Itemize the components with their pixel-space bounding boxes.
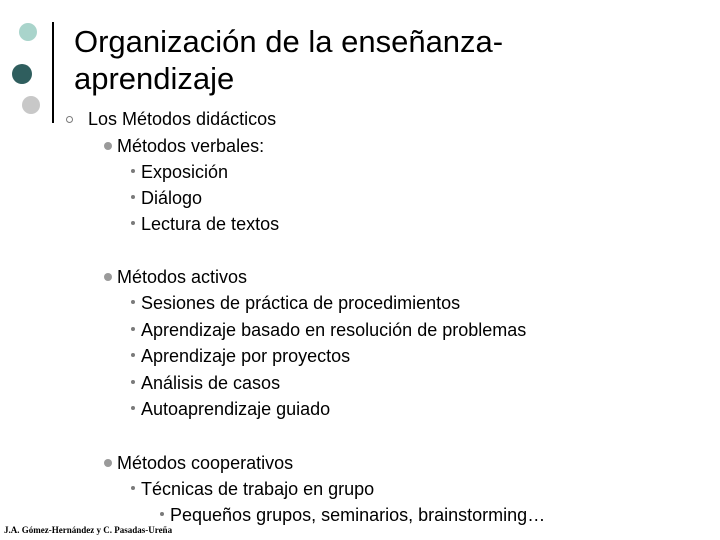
- list-item: Aprendizaje basado en resolución de problemas: [131, 319, 526, 341]
- list-item: Técnicas de trabajo en grupo: [131, 478, 374, 500]
- footer-credit: J.A. Gómez-Hernández y C. Pasadas-Ureña: [4, 525, 173, 535]
- list-item: Aprendizaje por proyectos: [131, 345, 350, 367]
- ring-bullet-icon: [66, 116, 73, 123]
- slide-title: [74, 23, 694, 97]
- sub-list-item: Pequeños grupos, seminarios, brainstorming…: [160, 504, 545, 526]
- title-line-1: Organización de la enseñanza-: [74, 24, 504, 59]
- bullet-icon: [131, 486, 135, 490]
- list-item: Lectura de textos: [131, 213, 279, 235]
- title-divider: [52, 22, 54, 123]
- group-label: Métodos activos: [117, 267, 248, 287]
- list-item: Exposición: [131, 161, 228, 183]
- bullet-icon: [131, 169, 135, 173]
- group-label: Métodos cooperativos: [117, 453, 294, 473]
- list-item: Autoaprendizaje guiado: [131, 398, 330, 420]
- content-heading: Los Métodos didácticos: [88, 109, 277, 129]
- bullet-icon: [131, 221, 135, 225]
- title-line-2: aprendizaje: [74, 61, 235, 96]
- bullet-icon: [131, 406, 135, 410]
- list-item: Diálogo: [131, 187, 202, 209]
- bullet-icon: [131, 327, 135, 331]
- dot-bullet-icon: [104, 459, 112, 467]
- list-item: Análisis de casos: [131, 372, 280, 394]
- decorative-circle-gray: [22, 96, 40, 114]
- list-item: Sesiones de práctica de procedimientos: [131, 292, 460, 314]
- dot-bullet-icon: [104, 142, 112, 150]
- group-label: Métodos verbales:: [117, 136, 265, 156]
- bullet-icon: [160, 512, 164, 516]
- decorative-circle-dark: [12, 64, 32, 84]
- bullet-icon: [131, 353, 135, 357]
- bullet-icon: [131, 300, 135, 304]
- bullet-icon: [131, 195, 135, 199]
- decorative-circle-light: [19, 23, 37, 41]
- bullet-icon: [131, 380, 135, 384]
- dot-bullet-icon: [104, 273, 112, 281]
